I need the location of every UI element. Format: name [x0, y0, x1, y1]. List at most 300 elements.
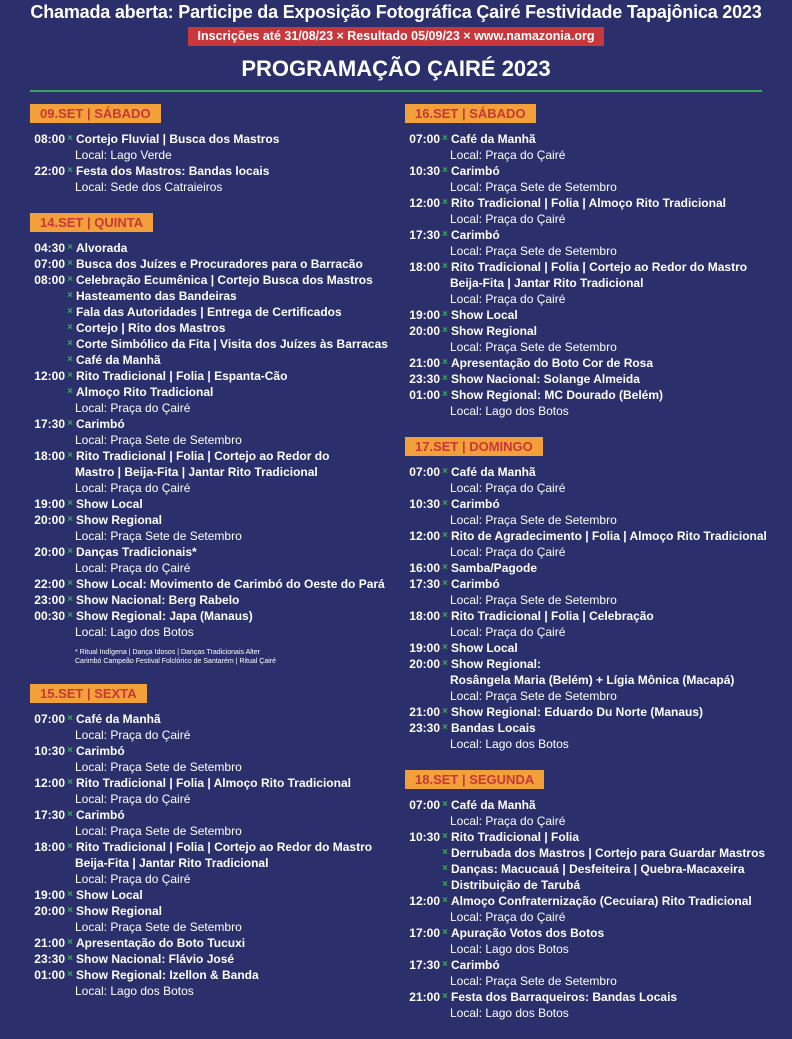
event-line [30, 163, 390, 179]
event-time: 20:00 [409, 324, 440, 338]
event-time: 18:00 [409, 260, 440, 274]
schedule-entry [30, 544, 390, 576]
schedule-entry [405, 195, 765, 227]
event-location: Local: Praça do Çairé [450, 212, 566, 226]
bullet-x-icon: × [67, 578, 73, 589]
event-title: Almoço Confraternização (Cecuiara) Rito Tradicional [451, 894, 752, 908]
schedule-entry [30, 416, 390, 448]
event-title: Carimbó [451, 497, 500, 511]
day-section [30, 684, 390, 999]
event-line [405, 323, 765, 339]
event-location: Local: Lago dos Botos [450, 1006, 569, 1020]
event-time: 19:00 [34, 497, 65, 511]
schedule-entry [405, 496, 765, 528]
event-location: Local: Praça do Çairé [75, 792, 191, 806]
event-line [405, 704, 765, 720]
bullet-x-icon: × [442, 991, 448, 1002]
day-badge: 09.SET | SÁBADO [30, 104, 161, 123]
event-time: 21:00 [409, 990, 440, 1004]
event-time [30, 304, 65, 320]
event-line [30, 448, 390, 464]
schedule-entry [405, 307, 765, 323]
event-line [30, 576, 390, 592]
announcement-title: Chamada aberta: Participe da Exposição Fotográfica Çairé Festividade Tapajônica 2023 [30, 2, 762, 22]
event-title: Hasteamento das Bandeiras [76, 289, 237, 303]
event-title: Distribuição de Tarubá [451, 878, 581, 892]
event-line [30, 131, 390, 147]
right-column [405, 104, 765, 1039]
event-title: Busca dos Juízes e Procuradores para o Barracão [76, 257, 363, 271]
event-time: 07:00 [409, 132, 440, 146]
bullet-x-icon: × [67, 745, 73, 756]
event-title: Carimbó [76, 808, 125, 822]
event-title: Rito Tradicional | Folia [451, 830, 580, 844]
event-line [30, 807, 390, 823]
schedule-entry [30, 163, 390, 195]
event-time: 19:00 [409, 308, 440, 322]
event-location: Local: Lago Verde [75, 148, 172, 162]
schedule-entry [405, 797, 765, 829]
event-line [405, 371, 765, 387]
event-time: 17:30 [409, 958, 440, 972]
event-line [30, 839, 390, 855]
event-time: 16:00 [409, 561, 440, 575]
bullet-x-icon: × [67, 841, 73, 852]
day-badge: 17.SET | DOMINGO [405, 437, 543, 456]
event-location: Local: Praça Sete de Setembro [450, 593, 617, 607]
event-time: 21:00 [34, 936, 65, 950]
schedule-entry [405, 608, 765, 640]
event-location: Local: Praça do Çairé [450, 545, 566, 559]
event-title: Carimbó [451, 228, 500, 242]
event-time: 23:00 [34, 593, 65, 607]
event-title: Show Regional [451, 324, 538, 338]
event-title: Corte Simbólico da Fita | Visita dos Juízes às Barracas [76, 337, 388, 351]
event-line [405, 528, 765, 544]
event-title: Café da Manhã [451, 465, 536, 479]
event-title-continued: Mastro | Beija-Fita | Jantar Rito Tradicional [75, 465, 318, 479]
event-time: 12:00 [409, 894, 440, 908]
schedule-entry [405, 464, 765, 496]
event-time: 20:00 [34, 513, 65, 527]
event-line [405, 640, 765, 656]
bullet-x-icon: × [67, 809, 73, 820]
event-title: Show Local: Movimento de Carimbó do Oeste do Pará [76, 577, 385, 591]
schedule-entry [405, 371, 765, 387]
event-location: Local: Lago dos Botos [450, 737, 569, 751]
event-time: 07:00 [409, 798, 440, 812]
event-title: Show Local [76, 497, 143, 511]
event-time: 23:30 [34, 952, 65, 966]
schedule-entry [30, 839, 390, 887]
event-title: Show Regional [76, 513, 163, 527]
event-line [30, 951, 390, 967]
bullet-x-icon: × [67, 889, 73, 900]
bullet-x-icon: × [442, 498, 448, 509]
event-title: Derrubada dos Mastros | Cortejo para Guardar Mastros [451, 846, 766, 860]
bullet-x-icon: × [67, 133, 73, 144]
event-time: 04:30 [34, 241, 65, 255]
schedule-entry [30, 368, 390, 416]
event-title: Show Local [76, 888, 143, 902]
registration-banner: Inscrições até 31/08/23 × Resultado 05/09/23 × www.namazonia.org [188, 27, 604, 46]
event-location: Local: Praça do Çairé [450, 481, 566, 495]
event-title: Fala das Autoridades | Entrega de Certificados [76, 305, 342, 319]
schedule-entry [405, 355, 765, 371]
event-title: Rito de Agradecimento | Folia | Almoço Rito Tradicional [451, 529, 767, 543]
event-line [405, 957, 765, 973]
event-title-continued: Beija-Fita | Jantar Rito Tradicional [75, 856, 269, 870]
event-line [30, 272, 390, 288]
bullet-x-icon: × [442, 642, 448, 653]
schedule-entry [30, 608, 390, 640]
event-location: Local: Praça Sete de Setembro [75, 433, 242, 447]
event-line [405, 131, 765, 147]
event-line [30, 320, 390, 336]
event-title: Carimbó [76, 417, 125, 431]
schedule-entry [30, 903, 390, 935]
event-time: 10:30 [34, 744, 65, 758]
bullet-x-icon: × [67, 713, 73, 724]
event-line [405, 163, 765, 179]
schedule-entry [30, 576, 390, 592]
schedule-entry [405, 323, 765, 355]
event-location: Local: Lago dos Botos [75, 984, 194, 998]
bullet-x-icon: × [442, 197, 448, 208]
event-time: 19:00 [409, 641, 440, 655]
event-title: Show Nacional: Berg Rabelo [76, 593, 240, 607]
schedule-entry [30, 448, 390, 496]
bullet-x-icon: × [442, 799, 448, 810]
schedule-entry [405, 989, 765, 1021]
event-time: 19:00 [34, 888, 65, 902]
event-location: Local: Sede dos Catraieiros [75, 180, 223, 194]
bullet-x-icon: × [442, 530, 448, 541]
event-title: Rito Tradicional | Folia | Cortejo ao Redor do Mastro [451, 260, 748, 274]
bullet-x-icon: × [67, 937, 73, 948]
event-time: 18:00 [34, 449, 65, 463]
event-time: 10:30 [409, 830, 440, 844]
event-location: Local: Praça do Çairé [75, 728, 191, 742]
event-location: Local: Praça do Çairé [450, 814, 566, 828]
event-time: 18:00 [409, 609, 440, 623]
event-line [30, 416, 390, 432]
schedule-entry [405, 560, 765, 576]
left-column [30, 104, 390, 1017]
event-title: Show Regional [76, 904, 163, 918]
event-time: 12:00 [409, 196, 440, 210]
bullet-x-icon: × [67, 322, 73, 333]
event-location: Local: Praça Sete de Setembro [450, 244, 617, 258]
event-location: Local: Praça do Çairé [75, 872, 191, 886]
event-title: Cortejo | Rito dos Mastros [76, 321, 226, 335]
event-title: Café da Manhã [76, 353, 161, 367]
bullet-x-icon: × [442, 722, 448, 733]
bullet-x-icon: × [67, 354, 73, 365]
event-title: Celebração Ecumênica | Cortejo Busca dos Mastros [76, 273, 373, 287]
event-line [30, 256, 390, 272]
schedule-entry [405, 720, 765, 752]
event-time: 00:30 [34, 609, 65, 623]
bullet-x-icon: × [442, 578, 448, 589]
event-time: 17:30 [409, 228, 440, 242]
event-title: Rito Tradicional | Folia | Espanta-Cão [76, 369, 288, 383]
event-title: Show Regional: Izellon & Banda [76, 968, 259, 982]
event-title: Danças: Macucauá | Desfeiteira | Quebra-Macaxeira [451, 862, 745, 876]
footnote [30, 648, 390, 666]
bullet-x-icon: × [67, 777, 73, 788]
schedule-entry [30, 807, 390, 839]
event-time: 08:00 [34, 273, 65, 287]
schedule-entry [30, 951, 390, 967]
schedule-entry [30, 887, 390, 903]
bullet-x-icon: × [67, 546, 73, 557]
day-badge: 15.SET | SEXTA [30, 684, 147, 703]
event-line [405, 464, 765, 480]
event-location: Local: Praça Sete de Setembro [450, 513, 617, 527]
event-title: Rito Tradicional | Folia | Almoço Rito Tradicional [76, 776, 351, 790]
event-line [30, 967, 390, 983]
bullet-x-icon: × [67, 386, 73, 397]
event-title: Almoço Rito Tradicional [76, 385, 214, 399]
event-time: 12:00 [409, 529, 440, 543]
event-time [405, 845, 440, 861]
event-time: 07:00 [409, 465, 440, 479]
event-location: Local: Praça do Çairé [450, 292, 566, 306]
event-time: 01:00 [34, 968, 65, 982]
event-time: 01:00 [409, 388, 440, 402]
event-time: 17:30 [34, 417, 65, 431]
day-badge: 18.SET | SEGUNDA [405, 770, 544, 789]
day-badge: 14.SET | QUINTA [30, 213, 153, 232]
schedule-entry [30, 512, 390, 544]
event-time: 22:00 [34, 164, 65, 178]
schedule-entry [30, 131, 390, 163]
schedule-entry [30, 240, 390, 256]
bullet-x-icon: × [442, 562, 448, 573]
event-title-continued: Beija-Fita | Jantar Rito Tradicional [450, 276, 644, 290]
event-location: Local: Lago dos Botos [75, 625, 194, 639]
event-line [30, 512, 390, 528]
schedule-entry [30, 967, 390, 999]
day-section [405, 770, 765, 1021]
schedule-entry [30, 256, 390, 272]
schedule-entry [405, 640, 765, 656]
event-line [30, 336, 390, 352]
event-title: Show Nacional: Solange Almeida [451, 372, 640, 386]
event-time: 18:00 [34, 840, 65, 854]
event-title: Show Regional: Eduardo Du Norte (Manaus) [451, 705, 704, 719]
event-title: Apresentação do Boto Tucuxi [76, 936, 246, 950]
bullet-x-icon: × [442, 466, 448, 477]
bullet-x-icon: × [67, 370, 73, 381]
event-line [30, 368, 390, 384]
schedule-entry [30, 935, 390, 951]
event-location: Local: Praça Sete de Setembro [75, 920, 242, 934]
event-line [405, 989, 765, 1005]
event-line [30, 304, 390, 320]
event-title: Bandas Locais [451, 721, 536, 735]
event-location: Local: Praça Sete de Setembro [450, 974, 617, 988]
event-location: Local: Praça do Çairé [450, 148, 566, 162]
schedule-entry [30, 711, 390, 743]
bullet-x-icon: × [67, 969, 73, 980]
event-title: Rito Tradicional | Folia | Almoço Rito Tradicional [451, 196, 726, 210]
bullet-x-icon: × [442, 706, 448, 717]
event-location: Local: Praça Sete de Setembro [450, 689, 617, 703]
schedule-entry [405, 163, 765, 195]
bullet-x-icon: × [442, 863, 448, 874]
bullet-x-icon: × [442, 610, 448, 621]
schedule-entry [405, 227, 765, 259]
event-line [405, 195, 765, 211]
event-line [405, 259, 765, 275]
event-location: Local: Praça Sete de Setembro [75, 529, 242, 543]
event-time [405, 861, 440, 877]
event-line [30, 544, 390, 560]
event-time: 07:00 [34, 712, 65, 726]
bullet-x-icon: × [442, 165, 448, 176]
bullet-x-icon: × [442, 389, 448, 400]
event-title: Show Regional: Japa (Manaus) [76, 609, 253, 623]
event-time: 23:30 [409, 372, 440, 386]
event-title: Show Regional: MC Dourado (Belém) [451, 388, 664, 402]
day-section [30, 104, 390, 195]
event-line [30, 352, 390, 368]
event-time [30, 288, 65, 304]
event-title: Show Regional: [451, 657, 541, 671]
event-line [405, 720, 765, 736]
event-time [30, 320, 65, 336]
event-line [405, 861, 765, 877]
event-title: Festa dos Mastros: Bandas locais [76, 164, 270, 178]
event-title: Café da Manhã [76, 712, 161, 726]
event-location: Local: Praça Sete de Setembro [450, 180, 617, 194]
event-title: Show Local [451, 641, 518, 655]
event-location: Local: Praça do Çairé [75, 401, 191, 415]
event-line [30, 743, 390, 759]
event-time [405, 877, 440, 893]
bullet-x-icon: × [442, 229, 448, 240]
event-line [30, 496, 390, 512]
page-title: PROGRAMAÇÃO ÇAIRÉ 2023 [241, 56, 551, 81]
bullet-x-icon: × [442, 133, 448, 144]
bullet-x-icon: × [442, 847, 448, 858]
schedule-entry [30, 272, 390, 368]
event-location: Local: Praça do Çairé [450, 910, 566, 924]
event-time: 12:00 [34, 776, 65, 790]
day-badge: 16.SET | SÁBADO [405, 104, 536, 123]
schedule-entry [405, 259, 765, 307]
schedule-entry [30, 496, 390, 512]
event-title: Rito Tradicional | Folia | Celebração [451, 609, 654, 623]
bullet-x-icon: × [67, 418, 73, 429]
event-time [30, 352, 65, 368]
footnote-line: * Ritual Indígena | Dança Idosos | Danças Tradicionais Alter [75, 649, 260, 656]
event-line [30, 775, 390, 791]
bullet-x-icon: × [67, 498, 73, 509]
schedule-entry [30, 775, 390, 807]
event-line [405, 560, 765, 576]
event-line [405, 797, 765, 813]
schedule-entry [405, 131, 765, 163]
event-time: 12:00 [34, 369, 65, 383]
event-title: Alvorada [76, 241, 128, 255]
event-title: Rito Tradicional | Folia | Cortejo ao Redor do [76, 449, 330, 463]
event-time: 17:30 [34, 808, 65, 822]
bullet-x-icon: × [67, 290, 73, 301]
event-time: 10:30 [409, 497, 440, 511]
event-title: Samba/Pagode [451, 561, 538, 575]
event-line [405, 877, 765, 893]
bullet-x-icon: × [442, 895, 448, 906]
event-time [30, 336, 65, 352]
event-line [405, 893, 765, 909]
bullet-x-icon: × [442, 927, 448, 938]
event-title: Festa dos Barraqueiros: Bandas Locais [451, 990, 678, 1004]
bullet-x-icon: × [442, 831, 448, 842]
event-line [405, 656, 765, 672]
bullet-x-icon: × [67, 274, 73, 285]
event-location: Local: Praça Sete de Setembro [450, 340, 617, 354]
event-line [30, 608, 390, 624]
bullet-x-icon: × [67, 514, 73, 525]
bullet-x-icon: × [442, 325, 448, 336]
day-section [30, 213, 390, 666]
event-time: 17:00 [409, 926, 440, 940]
event-line [405, 355, 765, 371]
event-line [30, 592, 390, 608]
bullet-x-icon: × [442, 658, 448, 669]
event-time [30, 384, 65, 400]
event-location: Local: Lago dos Botos [450, 942, 569, 956]
event-time: 20:00 [409, 657, 440, 671]
bullet-x-icon: × [67, 258, 73, 269]
event-location: Local: Praça do Çairé [450, 625, 566, 639]
event-line [30, 384, 390, 400]
event-line [405, 576, 765, 592]
event-location: Local: Praça Sete de Setembro [75, 824, 242, 838]
event-line [405, 227, 765, 243]
event-title: Cortejo Fluvial | Busca dos Mastros [76, 132, 280, 146]
event-line [405, 496, 765, 512]
schedule-entry [30, 743, 390, 775]
day-section [405, 104, 765, 419]
bullet-x-icon: × [67, 953, 73, 964]
schedule-entry [405, 576, 765, 608]
schedule-entry [405, 704, 765, 720]
bullet-x-icon: × [442, 959, 448, 970]
bullet-x-icon: × [67, 242, 73, 253]
event-line [30, 288, 390, 304]
bullet-x-icon: × [442, 373, 448, 384]
event-location: Local: Praça do Çairé [75, 561, 191, 575]
event-time: 22:00 [34, 577, 65, 591]
event-title-continued: Rosângela Maria (Belém) + Lígia Mônica (Macapá) [450, 673, 735, 687]
event-location: Local: Lago dos Botos [450, 404, 569, 418]
event-time: 10:30 [409, 164, 440, 178]
event-time: 21:00 [409, 356, 440, 370]
bullet-x-icon: × [442, 261, 448, 272]
event-title: Café da Manhã [451, 132, 536, 146]
footnote-line: Carimbó Campeão Festival Folclórico de Santarém | Ritual Çairé [75, 658, 277, 665]
bullet-x-icon: × [67, 450, 73, 461]
event-title: Apresentação do Boto Cor de Rosa [451, 356, 654, 370]
bullet-x-icon: × [442, 879, 448, 890]
event-title: Carimbó [451, 164, 500, 178]
bullet-x-icon: × [67, 306, 73, 317]
event-time: 20:00 [34, 904, 65, 918]
